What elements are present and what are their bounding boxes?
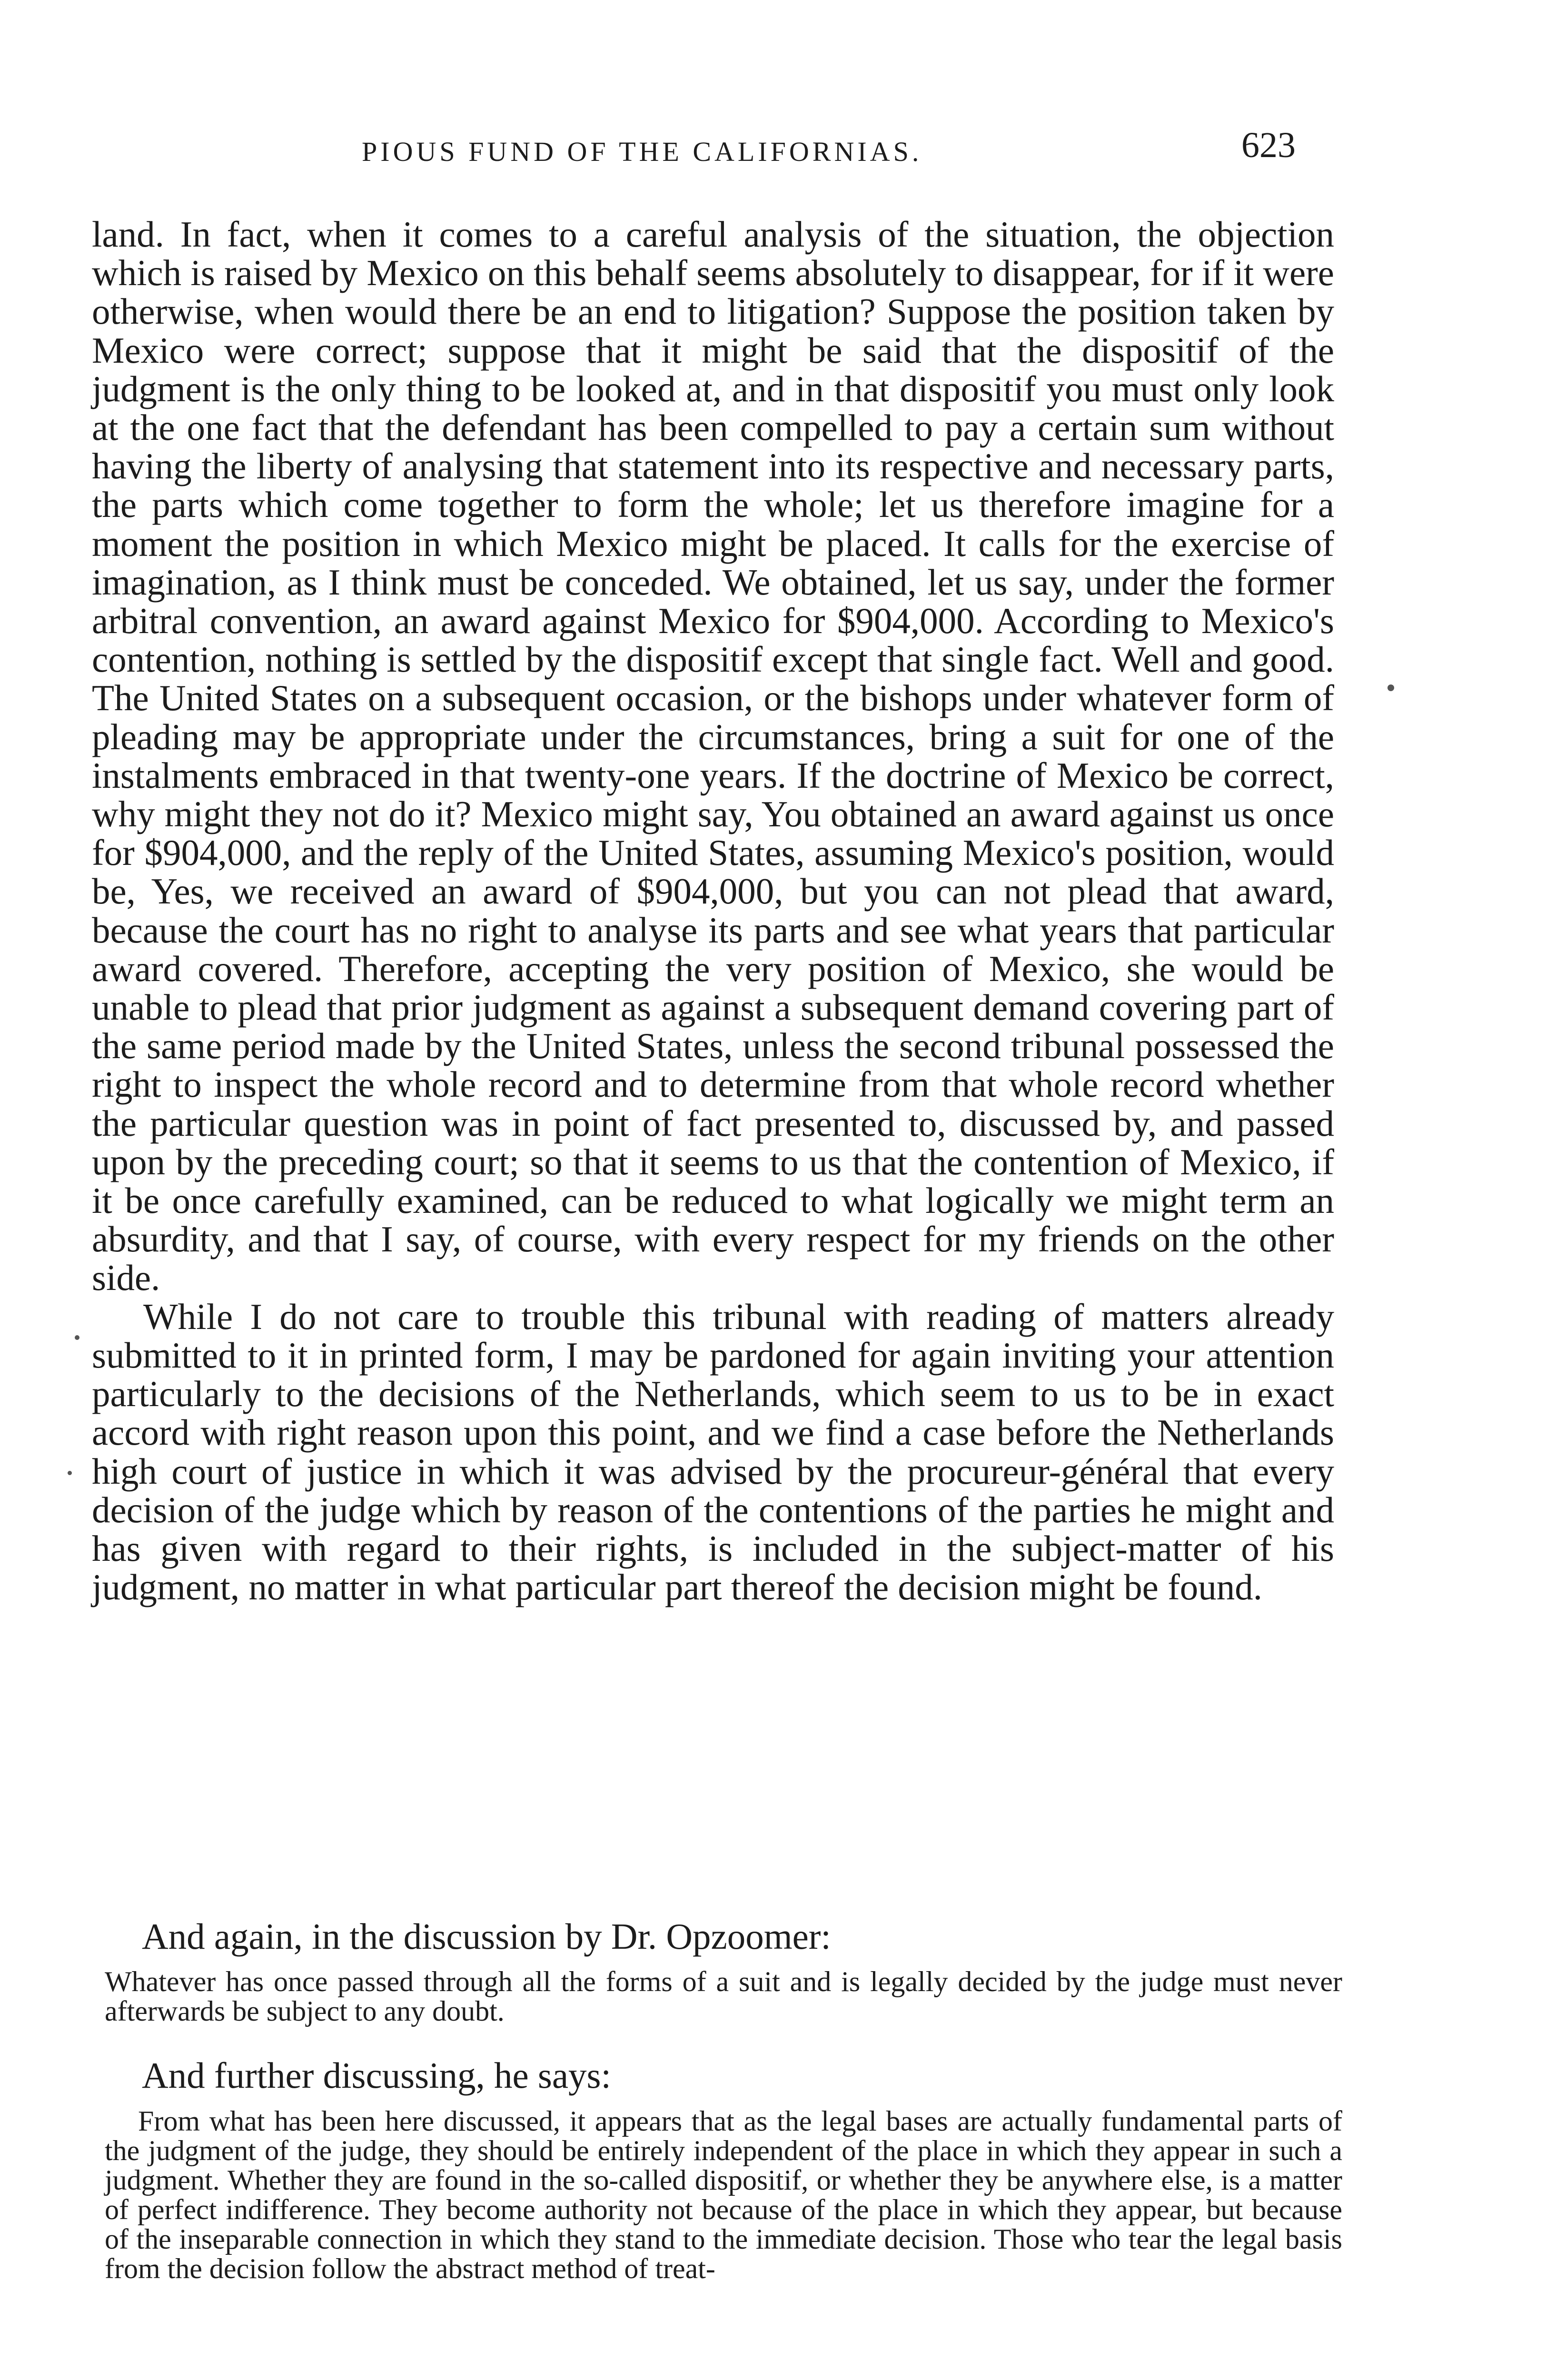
ink-speck: [75, 1335, 79, 1340]
main-text: [92, 215, 1334, 1606]
lead-in-text: And further discussing, he says:: [142, 2055, 611, 2096]
paragraph: While I do not care to trouble this tribunal with reading of matters already submitted to it in printed form, I may be pardoned for again inviting your attention particularly to the decisions of the Netherlands, which seem to us to be in exact accord with right reason upon this point, and we find a case before the Netherlands high court of justice in which it was advised by the procureur-général that every decision of the judge which by reason of the contentions of the parties he might and has given with regard to their rights, is included in the subject-matter of his judgment, no matter in what particular part thereof the decision might be found.: [92, 1296, 1334, 1608]
ink-speck: [1387, 684, 1394, 691]
paragraph: land. In fact, when it comes to a careful analysis of the situation, the objection which is raised by Mexico on this behalf seems absolutely to disappear, for if it were otherwise, when would there be an end to litigation? Suppose the position taken by Mexico were correct; suppose that it might be said that the dispositif of the judgment is the only thing to be looked at, and in that dispositif you must only look at the one fact that the defendant has been compelled to pay a certain sum without having the liberty of analysing that statement into its respective and necessary parts, the parts which come together to form the whole; let us therefore imagine for a moment the position in which Mexico might be placed. It calls for the exercise of imagination, as I think must be conceded. We obtained, let us say, under the former arbitral convention, an award against Mexico for $904,000. According to Mexico's contention, nothing is settled by the dispositif except that single fact. Well and good. The United States on a subsequent occasion, or the bishops under whatever form of pleading may be appropriate under the circumstances, bring a suit for one of the instalments embraced in that twenty-one years. If the doctrine of Mexico be correct, why might they not do it? Mexico might say, You obtained an award against us once for $904,000, and the reply of the United States, assuming Mexico's position, would be, Yes, we received an award of $904,000, but you can not plead that award, because the court has no right to analyse its parts and see what years that particular award covered. Therefore, accepting the very position of Mexico, she would be unable to plead that prior judgment as against a subsequent demand covering part of the same period made by the United States, unless the second tribunal possessed the right to inspect the whole record and to determine from that whole record whether the particular question was in point of fact presented to, discussed by, and passed upon by the preceding court; so that it seems to us that the contention of Mexico, if it be once carefully examined, can be reduced to what logically we might term an absurdity, and that I say, of course, with every respect for my friends on the other side.: [92, 214, 1334, 1299]
lead-in-text: And again, in the discussion by Dr. Opzoomer:: [142, 1916, 831, 1957]
page-number: 623: [1241, 125, 1296, 165]
quoted-extract: Whatever has once passed through all the forms of a suit and is legally decided by the judge must never afterwards be subject to any doubt.: [105, 1966, 1342, 2027]
ink-speck: [68, 1471, 72, 1475]
quoted-extract: From what has been here discussed, it appears that as the legal bases are actually fundamental parts of the judgment of the judge, they should be entirely independent of the place in which they appear in such a judgment. Whether they are found in the so-called dispositif, or whether they be anywhere else, is a matter of perfect indifference. They become authority not because of the place in which they appear, but because of the inseparable connection in which they stand to the immediate decision. Those who tear the legal basis from the decision follow the abstract method of treat-: [105, 2105, 1342, 2284]
running-title: PIOUS FUND OF THE CALIFORNIAS.: [362, 136, 922, 167]
